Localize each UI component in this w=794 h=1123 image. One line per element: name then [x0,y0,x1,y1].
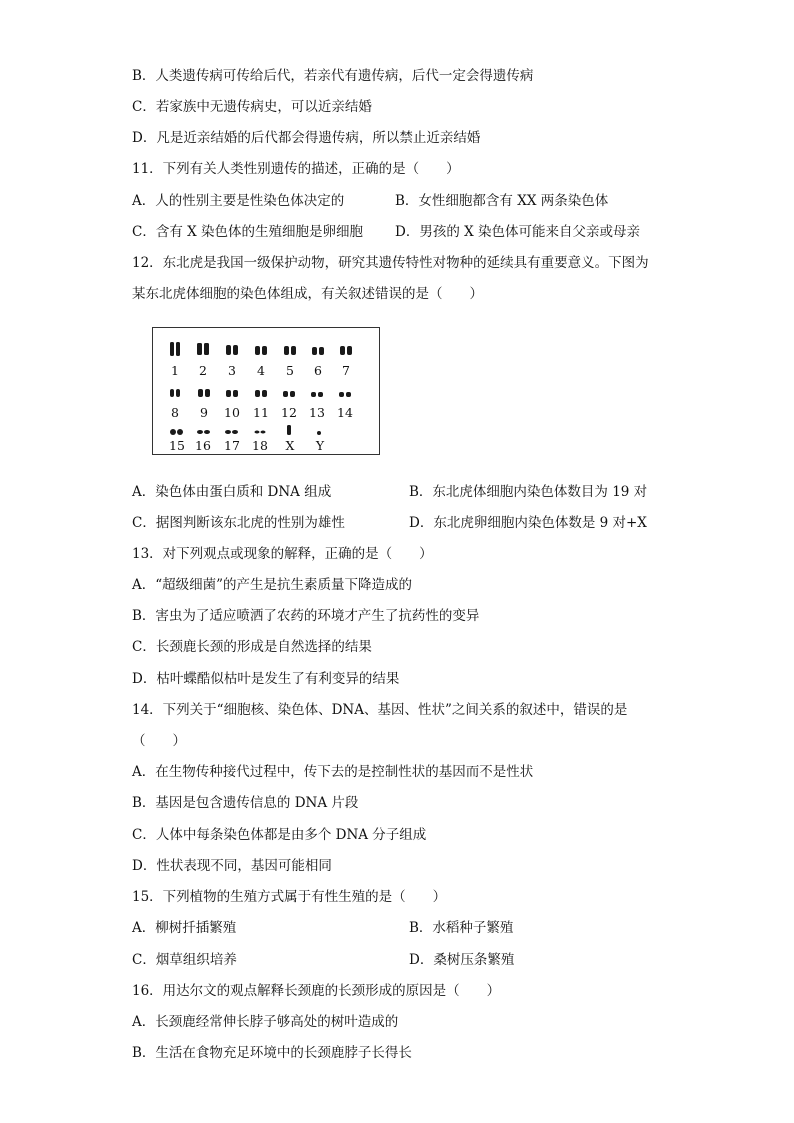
q14-option-c: C．人体中每条染色体都是由多个 DNA 分子组成 [132,827,427,843]
q13-option-a: A．“超级细菌”的产生是抗生素质量下降造成的 [132,577,413,593]
q16-option-b: B．生活在食物充足环境中的长颈鹿脖子长得长 [132,1045,412,1061]
q14-stem-line2: （ ） [132,733,186,749]
karyotype-label: 11 [253,405,269,420]
karyotype-label: 9 [200,405,208,420]
chromosome-2 [197,343,209,355]
chromosome-1 [170,342,180,356]
chromosome-8 [170,389,180,397]
q11-option-b: B．女性细胞都含有 XX 两条染色体 [395,193,609,209]
chromosome-17 [225,430,238,434]
q14-stem-line1: 14．下列关于“细胞核、染色体、DNA、基因、性状”之间关系的叙述中，错误的是 [132,702,628,718]
q11-option-d: D．男孩的 X 染色体可能来自父亲或母亲 [395,224,641,240]
chromosome-14 [339,392,351,397]
q11-stem: 11．下列有关人类性别遗传的描述，正确的是（ ） [132,161,460,177]
q15-option-a: A．柳树扦插繁殖 [132,920,237,936]
chromosome-12 [283,391,295,397]
q12-option-d: D．东北虎卵细胞内染色体数是 9 对+X [409,515,647,531]
karyotype-label: 18 [252,438,268,453]
q13-option-b: B．害虫为了适应喷洒了农药的环境才产生了抗药性的变异 [132,608,480,624]
q15-option-b: B．水稻种子繁殖 [409,920,514,936]
q12-option-c: C．据图判断该东北虎的性别为雄性 [132,515,345,531]
q16-option-a: A．长颈鹿经常伸长脖子够高处的树叶造成的 [132,1014,399,1030]
chromosome-4 [255,346,267,355]
q10-option-c: C．若家族中无遗传病史，可以近亲结婚 [132,99,372,115]
karyotype-label: 13 [309,405,325,420]
chromosome-16 [197,430,210,434]
q14-option-b: B．基因是包含遗传信息的 DNA 片段 [132,795,359,811]
q12-option-a: A．染色体由蛋白质和 DNA 组成 [132,484,332,500]
chromosome-x [287,425,291,435]
karyotype-label: 1 [171,363,179,378]
q13-option-d: D．枯叶蝶酷似枯叶是发生了有利变异的结果 [132,671,400,687]
chromosome-3 [226,345,238,355]
q12-stem-line1: 12．东北虎是我国一级保护动物，研究其遗传特性对物种的延续具有重要意义。下图为 [132,255,649,271]
chromosome-15 [170,429,183,435]
karyotype-label: 3 [228,363,236,378]
karyotype-label: 5 [286,363,294,378]
karyotype-label: 2 [199,363,207,378]
q16-stem: 16．用达尔文的观点解释长颈鹿的长颈形成的原因是（ ） [132,983,501,999]
q11-option-a: A．人的性别主要是性染色体决定的 [132,193,345,209]
chromosome-6 [312,347,324,355]
q13-option-c: C．长颈鹿长颈的形成是自然选择的结果 [132,639,372,655]
karyotype-label: 7 [342,363,350,378]
chromosome-10 [226,390,238,397]
karyotype-label: 16 [195,438,211,453]
chromosome-9 [198,389,210,397]
chromosome-5 [284,346,296,355]
karyotype-label: 4 [257,363,265,378]
karyotype-figure [152,327,380,455]
chromosome-7 [340,346,352,355]
chromosome-y [317,431,321,435]
q15-option-d: D．桑树压条繁殖 [409,952,515,968]
q15-stem: 15．下列植物的生殖方式属于有性生殖的是（ ） [132,889,447,905]
karyotype-label: 6 [314,363,322,378]
karyotype-label: 8 [171,405,179,420]
karyotype-label: 12 [281,405,297,420]
karyotype-label: 15 [169,438,185,453]
q14-option-d: D．性状表现不同，基因可能相同 [132,858,332,874]
q11-option-c: C．含有 X 染色体的生殖细胞是卵细胞 [132,224,364,240]
q14-option-a: A．在生物传种接代过程中，传下去的是控制性状的基因而不是性状 [132,764,534,780]
q10-option-d: D．凡是近亲结婚的后代都会得遗传病，所以禁止近亲结婚 [132,130,481,146]
karyotype-chromosomes [153,328,379,454]
chromosome-11 [255,390,267,397]
karyotype-label: Y [315,438,325,453]
karyotype-label: X [285,438,295,453]
q12-option-b: B．东北虎体细胞内染色体数目为 19 对 [409,484,648,500]
karyotype-label: 10 [224,405,240,420]
q12-stem-line2: 某东北虎体细胞的染色体组成，有关叙述错误的是（ ） [132,286,483,302]
karyotype-label: 14 [337,405,353,420]
karyotype-label: 17 [224,438,240,453]
q13-stem: 13．对下列观点或现象的解释，正确的是（ ） [132,546,433,562]
chromosome-18 [255,431,266,434]
q10-option-b: B．人类遗传病可传给后代，若亲代有遗传病，后代一定会得遗传病 [132,68,534,84]
q15-option-c: C．烟草组织培养 [132,952,237,968]
chromosome-13 [311,392,323,397]
